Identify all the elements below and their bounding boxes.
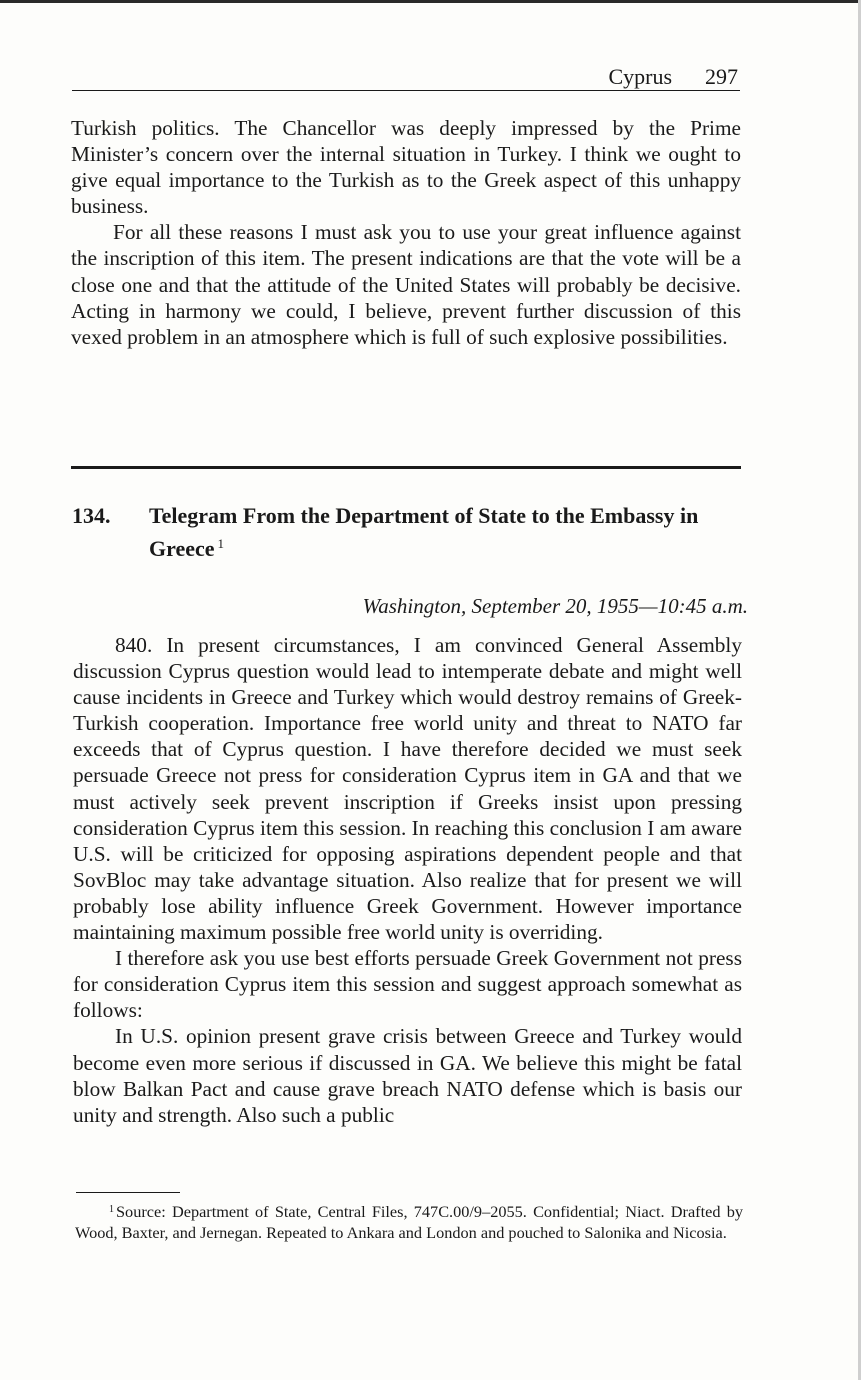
document-body	[73, 632, 742, 1128]
paragraph: I therefore ask you use best efforts persuade Greek Government not press for consideration Cyprus item this session and suggest approach somewhat as follows:	[73, 946, 742, 1023]
running-head	[72, 62, 740, 92]
page-number: 297	[705, 64, 738, 89]
footnote-rule	[76, 1192, 180, 1193]
running-head-rule	[72, 90, 740, 92]
document-number: 134.	[72, 503, 111, 528]
paragraph: 840. In present circumstances, I am convinced General Assembly discussion Cyprus question would lead to intemperate debate and might well cause incidents in Greece and Turkey which would destroy remains of Greek-Turkish cooperation. Importance free world unity and threat to NATO far exceeds that of Cyprus question. I have therefore decided we must seek persuade Greece not press for consideration Cyprus item in GA and that we must actively seek prevent inscription if Greeks insist upon pressing consideration Cyprus item this session. In reaching this conclusion I am aware U.S. will be criticized for opposing aspirations dependent people and that SovBloc may take advantage situation. Also realize that for present we will probably lose ability influence Greek Government. However importance maintaining maximum possible free world unity is overriding.	[73, 633, 742, 945]
footnote	[75, 1199, 743, 1243]
running-head-title: Cyprus	[608, 64, 672, 89]
page-top-edge	[0, 0, 861, 3]
footnote-reference[interactable]: 1	[217, 536, 225, 551]
paragraph: For all these reasons I must ask you to use your great influence against the inscription of this item. The present indications are that the vote will be a close one and that the attitude of the United States will probably be decisive. Acting in harmony we could, I believe, prevent further discussion of this vexed problem in an atmosphere which is full of such explosive possibilities.	[71, 220, 741, 349]
paragraph: In U.S. opinion present grave crisis between Greece and Turkey would become even more serious if discussed in GA. We believe this might be fatal blow Balkan Pact and cause grave breach NATO defense which is basis our unity and strength. Also such a public	[73, 1024, 742, 1127]
document-title: Telegram From the Department of State to the Embassy in Greece	[149, 503, 699, 561]
footnote-text: Source: Department of State, Central Files, 747C.00/9–2055. Confidential; Niact. Drafted by Wood, Baxter, and Jernegan. Repeated to Ankara and London and pouched to Salonika and Nicosia.	[75, 1202, 743, 1242]
paragraph: Turkish politics. The Chancellor was deeply impressed by the Prime Minister’s concern over the internal situation in Turkey. I think we ought to give equal importance to the Turkish as to the Greek aspect of this unhappy business.	[71, 116, 741, 219]
document-divider	[71, 466, 741, 469]
footnote-marker: 1	[109, 1204, 114, 1215]
dateline: Washington, September 20, 1955—10:45 a.m.	[362, 594, 748, 618]
document-title-wrap	[149, 502, 739, 563]
previous-document-text	[71, 115, 741, 350]
